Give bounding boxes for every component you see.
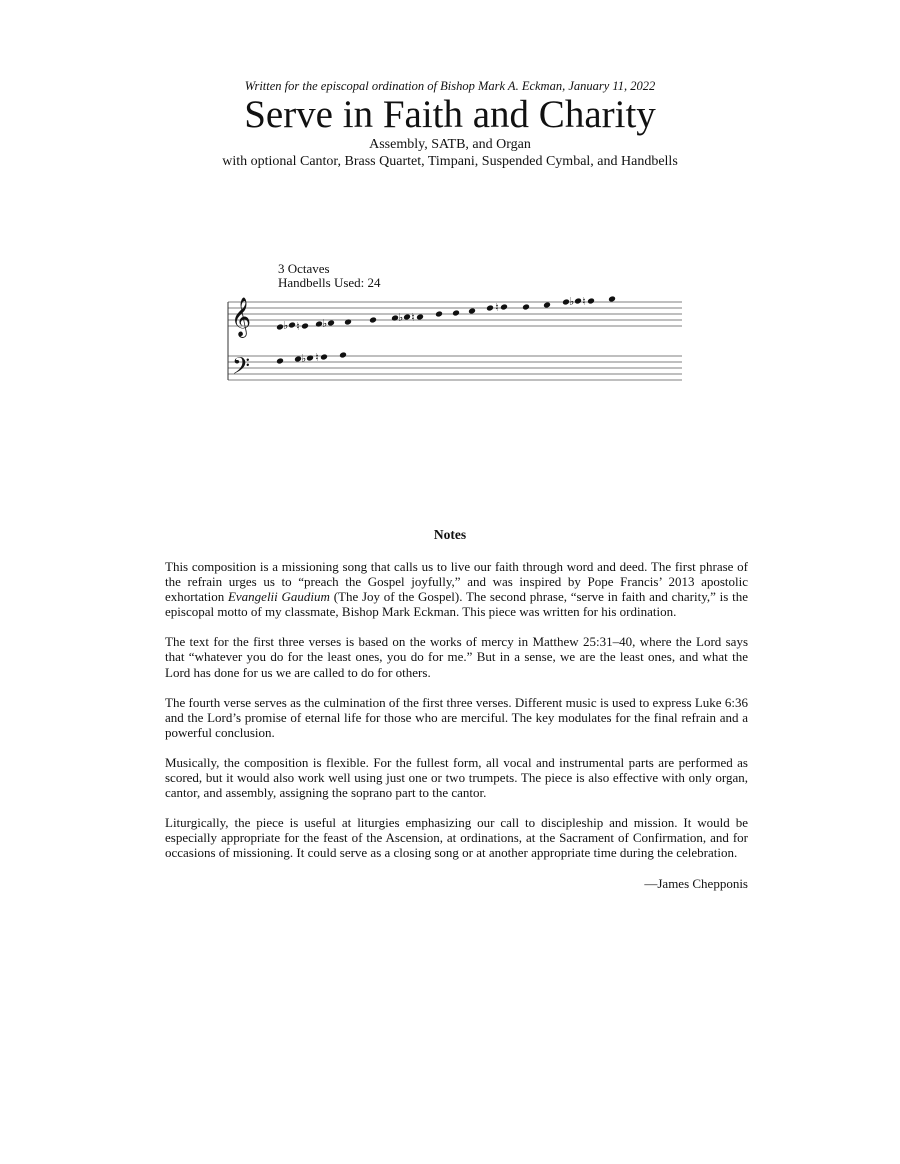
bell-note-5 <box>327 320 335 327</box>
bell-note-22 <box>276 358 284 365</box>
handbell-count: Handbells Used: 24 <box>278 275 381 290</box>
notes-paragraph-4: Musically, the composition is flexible. For the fullest form, all vocal and instrumental parts are performed as scored, but it would also work well using just one or two trumpets. The piece is also effective with only organ, cantor, and assembly, assigning the soprano part to the cantor. <box>165 754 748 801</box>
handbell-octaves: 3 Octaves <box>278 261 330 276</box>
flat-accidental-icon: ♭ <box>569 295 575 308</box>
bell-note-25 <box>320 354 328 361</box>
instrumentation-line-2: with optional Cantor, Brass Quartet, Timpani, Suspended Cymbal, and Handbells <box>222 154 678 169</box>
flat-accidental-icon: ♭ <box>322 317 328 330</box>
natural-accidental-icon: ♮ <box>411 311 415 324</box>
treble-clef-icon: 𝄞 <box>231 297 252 337</box>
bell-note-11 <box>435 311 443 318</box>
bell-note-17 <box>543 302 551 309</box>
flat-accidental-icon: ♭ <box>283 319 289 332</box>
notes-paragraph-2: The text for the first three verses is based on the works of mercy in Matthew 25:31–40, where the Lord says that “whatever you do for the least ones, you do for me.” But in a sense, we are the least ones, and what the Lord has done for us we are called to do for others. <box>165 634 748 680</box>
bell-note-13 <box>468 308 476 315</box>
notes-paragraph-3: The fourth verse serves as the culmination of the first three verses. Different music is used to express Luke 6:36 and the Lord’s promise of eternal life for those who are merciful. The key modulates for the final refrain and a powerful conclusion. <box>165 694 748 740</box>
bell-note-12 <box>452 310 460 317</box>
flat-accidental-icon: ♭ <box>301 352 307 365</box>
bass-clef-icon: 𝄢 <box>232 352 251 385</box>
bell-note-16 <box>522 304 530 311</box>
natural-accidental-icon: ♮ <box>495 301 499 314</box>
notes-p1-text-a: This composition is a missioning song that calls us to live our faith through word and deed. The first phrase of the refrain urges us to “preach the Gospel joyfully,” and was inspired by Pope Francis’ 2013 apostolic exhortation <box>165 559 748 605</box>
bell-notes <box>276 295 616 365</box>
bell-note-20 <box>587 298 595 305</box>
bell-note-24 <box>306 355 314 362</box>
bell-note-14 <box>486 305 494 312</box>
composer-signature: —James Chepponis <box>644 875 748 891</box>
bell-note-15 <box>500 304 508 311</box>
bell-note-26 <box>339 352 347 359</box>
bell-note-3 <box>301 323 309 330</box>
dedication-line: Written for the episcopal ordination of Bishop Mark A. Eckman, January 11, 2022 <box>244 79 656 93</box>
bell-note-7 <box>369 317 377 324</box>
bell-note-9 <box>403 314 411 321</box>
notes-paragraph-5: Liturgically, the piece is useful at liturgies emphasizing our call to discipleship and mission. It would be especially appropriate for the feast of the Ascension, at ordinations, at the Sacrament of Confirmation, and for occasions of missioning. It could serve as a closing song or at another appropriate time during the celebration. <box>165 815 748 861</box>
handbell-range-staff <box>222 290 684 386</box>
natural-accidental-icon: ♮ <box>582 295 586 308</box>
instrumentation <box>0 136 900 170</box>
instrumentation-line-1: Assembly, SATB, and Organ <box>369 137 531 152</box>
bell-note-10 <box>416 314 424 321</box>
natural-accidental-icon: ♮ <box>315 351 319 364</box>
bell-note-21 <box>608 296 616 303</box>
handbell-info <box>278 262 381 290</box>
bell-note-2 <box>288 322 296 329</box>
notes-p1-text-b: (The Joy of the Gospel). The second phrase, “serve in faith and charity,” is the episcopal motto of my classmate, Bishop Mark Eckman. This piece was written for his ordination. <box>165 589 748 620</box>
notes-body <box>165 559 748 891</box>
bell-note-6 <box>344 319 352 326</box>
notes-paragraph-1 <box>165 559 748 619</box>
page-title: Serve in Faith and Charity <box>244 93 656 136</box>
natural-accidental-icon: ♮ <box>296 320 300 333</box>
flat-accidental-icon: ♭ <box>398 311 404 324</box>
notes-p1-title: Evangelii Gaudium <box>227 589 330 605</box>
notes-heading: Notes <box>433 527 467 542</box>
bell-note-19 <box>574 298 582 305</box>
